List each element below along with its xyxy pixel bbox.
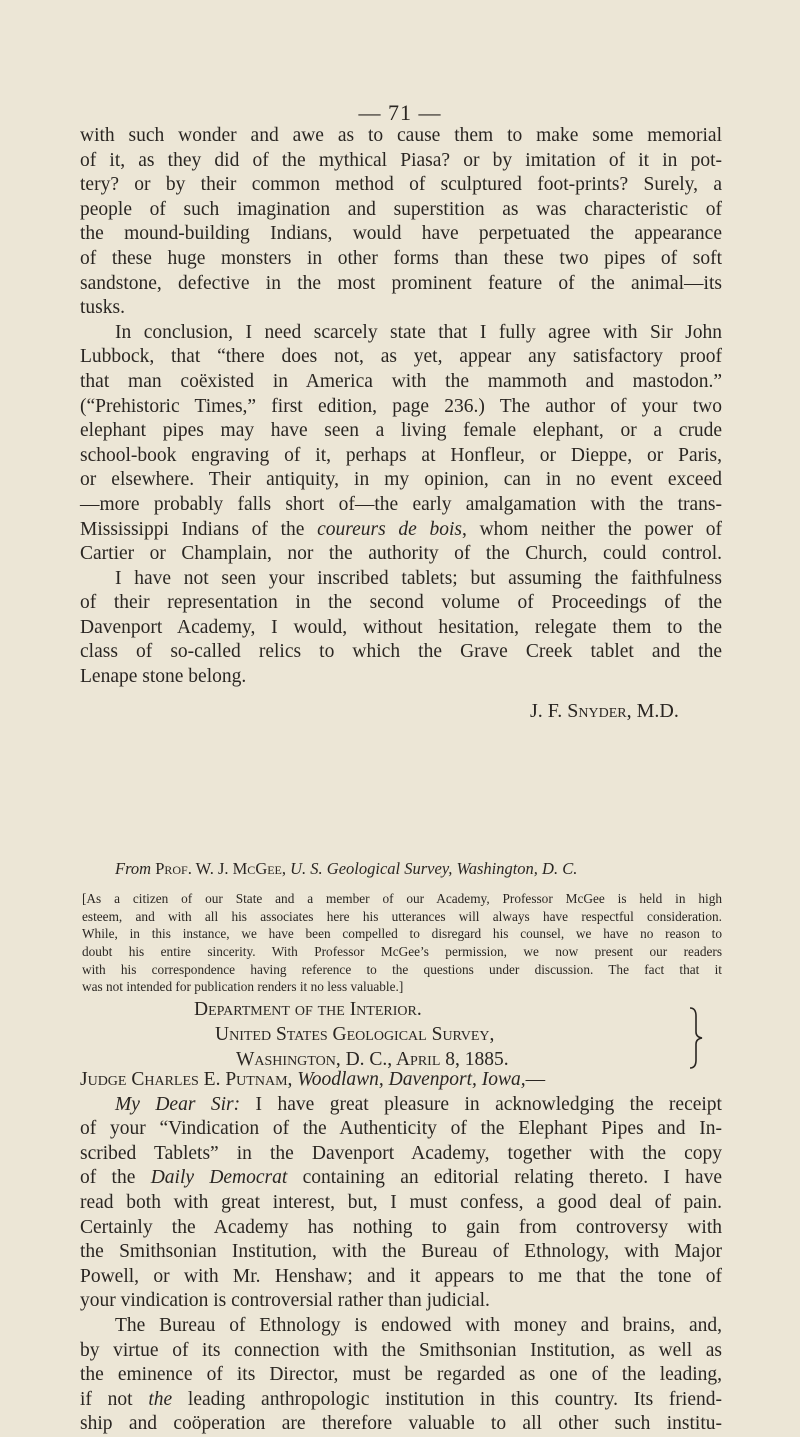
- text-line: Cartier or Champlain, nor the authority of the Church, could control.: [80, 543, 722, 565]
- note-line: esteem, and with all his associates here his utterances will always have respectful consideration.: [82, 908, 722, 924]
- text-line: of these huge monsters in other forms than these two pipes of soft: [80, 247, 722, 269]
- text-line: read both with great interest, but, I must confess, a good deal of pain.: [80, 1191, 722, 1213]
- text-line: Certainly the Academy has nothing to gain from controversy with: [80, 1216, 722, 1238]
- editor-note: [82, 890, 722, 996]
- from-name: Prof. W. J. McGee,: [155, 859, 287, 878]
- text-line: Davenport Academy, I would, without hesitation, relegate them to the: [80, 616, 722, 638]
- text-line: of their representation in the second volume of Proceedings of the: [80, 592, 722, 614]
- signature: J. F. Snyder, M.D.: [530, 700, 679, 722]
- text-line: of it, as they did of the mythical Piasa? or by imitation of it in pot-: [80, 149, 722, 171]
- text-line: —more probably falls short of—the early amalgamation with the trans-: [80, 493, 722, 515]
- text-line: Lenape stone belong.: [80, 666, 247, 688]
- text-line: In conclusion, I need scarcely state that I fully agree with Sir John: [115, 321, 722, 343]
- addressee-place: Woodlawn, Davenport, Iowa,: [297, 1069, 526, 1090]
- italic-phrase: the: [148, 1388, 173, 1410]
- text-line: tery? or by their common method of sculptured foot-prints? Surely, a: [80, 174, 722, 196]
- page-number: — 71 —: [358, 100, 442, 125]
- text-line: scribed Tablets” in the Davenport Academy, together with the copy: [80, 1142, 722, 1164]
- text-line: by virtue of its connection with the Smithsonian Institution, as well as: [80, 1339, 722, 1361]
- letterhead-date: Washington, D. C., April 8, 1885.: [236, 1048, 509, 1070]
- text-line: Powell, or with Mr. Henshaw; and it appears to me that the tone of: [80, 1265, 722, 1287]
- letterhead: [194, 998, 674, 1072]
- addressee-line: [80, 1068, 722, 1093]
- addressee-dash: —: [525, 1069, 546, 1090]
- text-line: (“Prehistoric Times,” first edition, page 236.) The author of your two: [80, 395, 722, 417]
- text-line: [80, 1166, 722, 1191]
- text-line: school-book engraving of it, perhaps at Honfleur, or Dieppe, or Paris,: [80, 444, 722, 466]
- text-line: your vindication is controversial rather than judicial.: [80, 1290, 490, 1312]
- text-line: ship and coöperation are therefore valuable to all other such institu-: [80, 1413, 722, 1435]
- text-fragment: of the: [80, 1167, 151, 1189]
- letter-body: [80, 1068, 722, 1437]
- text-fragment: containing an editorial relating thereto. I have: [287, 1167, 722, 1189]
- text-fragment: Mississippi Indians of the: [80, 518, 318, 540]
- text-line: that man coëxisted in America with the mammoth and mastodon.”: [80, 370, 722, 392]
- text-line: [80, 1093, 722, 1118]
- text-line: Lubbock, that “there does not, as yet, appear any satisfactory proof: [80, 346, 722, 368]
- text-line: The Bureau of Ethnology is endowed with money and brains, and,: [115, 1314, 722, 1336]
- text-line: or elsewhere. Their antiquity, in my opinion, can in no event exceed: [80, 469, 722, 491]
- body-text: [80, 124, 722, 690]
- text-line: elephant pipes may have seen a living female elephant, or a crude: [80, 420, 722, 442]
- right-brace-icon: [687, 1006, 707, 1070]
- salutation: My Dear Sir:: [115, 1093, 241, 1115]
- addressee-name: Judge Charles E. Putnam,: [80, 1069, 293, 1090]
- italic-phrase: Daily Democrat: [150, 1167, 288, 1189]
- text-fragment: if not: [80, 1388, 149, 1410]
- text-line: [80, 518, 722, 543]
- text-line: sandstone, defective in the most prominent feature of the animal—its: [80, 272, 722, 294]
- text-line: the eminence of its Director, must be regarded as one of the leading,: [80, 1364, 722, 1386]
- text-fragment: leading anthropologic institution in this country. Its friend-: [172, 1388, 722, 1410]
- from-line: [115, 859, 577, 879]
- text-line: of your “Vindication of the Authenticity of the Elephant Pipes and In-: [80, 1118, 722, 1140]
- letterhead-line: United States Geological Survey,: [215, 1023, 495, 1045]
- note-line: was not intended for publication renders it no less valuable.]: [82, 979, 404, 995]
- note-line: [As a citizen of our State and a member of our Academy, Professor McGee is held in high: [82, 891, 722, 906]
- text-line: I have not seen your inscribed tablets; but assuming the faithfulness: [115, 567, 722, 589]
- text-line: class of so-called relics to which the Grave Creek tablet and the: [80, 641, 722, 663]
- text-fragment: , whom neither the power of: [462, 518, 723, 540]
- text-line: [80, 1388, 722, 1413]
- note-line: While, in this instance, we have been compelled to disregard his counsel, we have no reason to: [82, 926, 722, 942]
- text-line: people of such imagination and superstition as was characteristic of: [80, 198, 722, 220]
- text-line: the Smithsonian Institution, with the Bureau of Ethnology, with Major: [80, 1241, 722, 1263]
- note-line: doubt his entire sincerity. With Professor McGee’s permission, we now present our readers: [82, 944, 722, 960]
- text-line: tusks.: [80, 297, 125, 319]
- italic-phrase: coureurs de bois: [317, 518, 462, 540]
- from-prefix: From: [115, 859, 152, 878]
- text-fragment: I have great pleasure in acknowledging the receipt: [240, 1093, 722, 1115]
- text-line: the mound-building Indians, would have perpetuated the appearance: [80, 223, 722, 245]
- from-affiliation: U. S. Geological Survey, Washington, D. C.: [290, 859, 578, 878]
- letterhead-line: Department of the Interior.: [194, 999, 422, 1020]
- text-line: with such wonder and awe as to cause them to make some memorial: [80, 125, 722, 146]
- note-line: with his correspondence having reference to the questions under discussion. The fact that it: [82, 961, 722, 977]
